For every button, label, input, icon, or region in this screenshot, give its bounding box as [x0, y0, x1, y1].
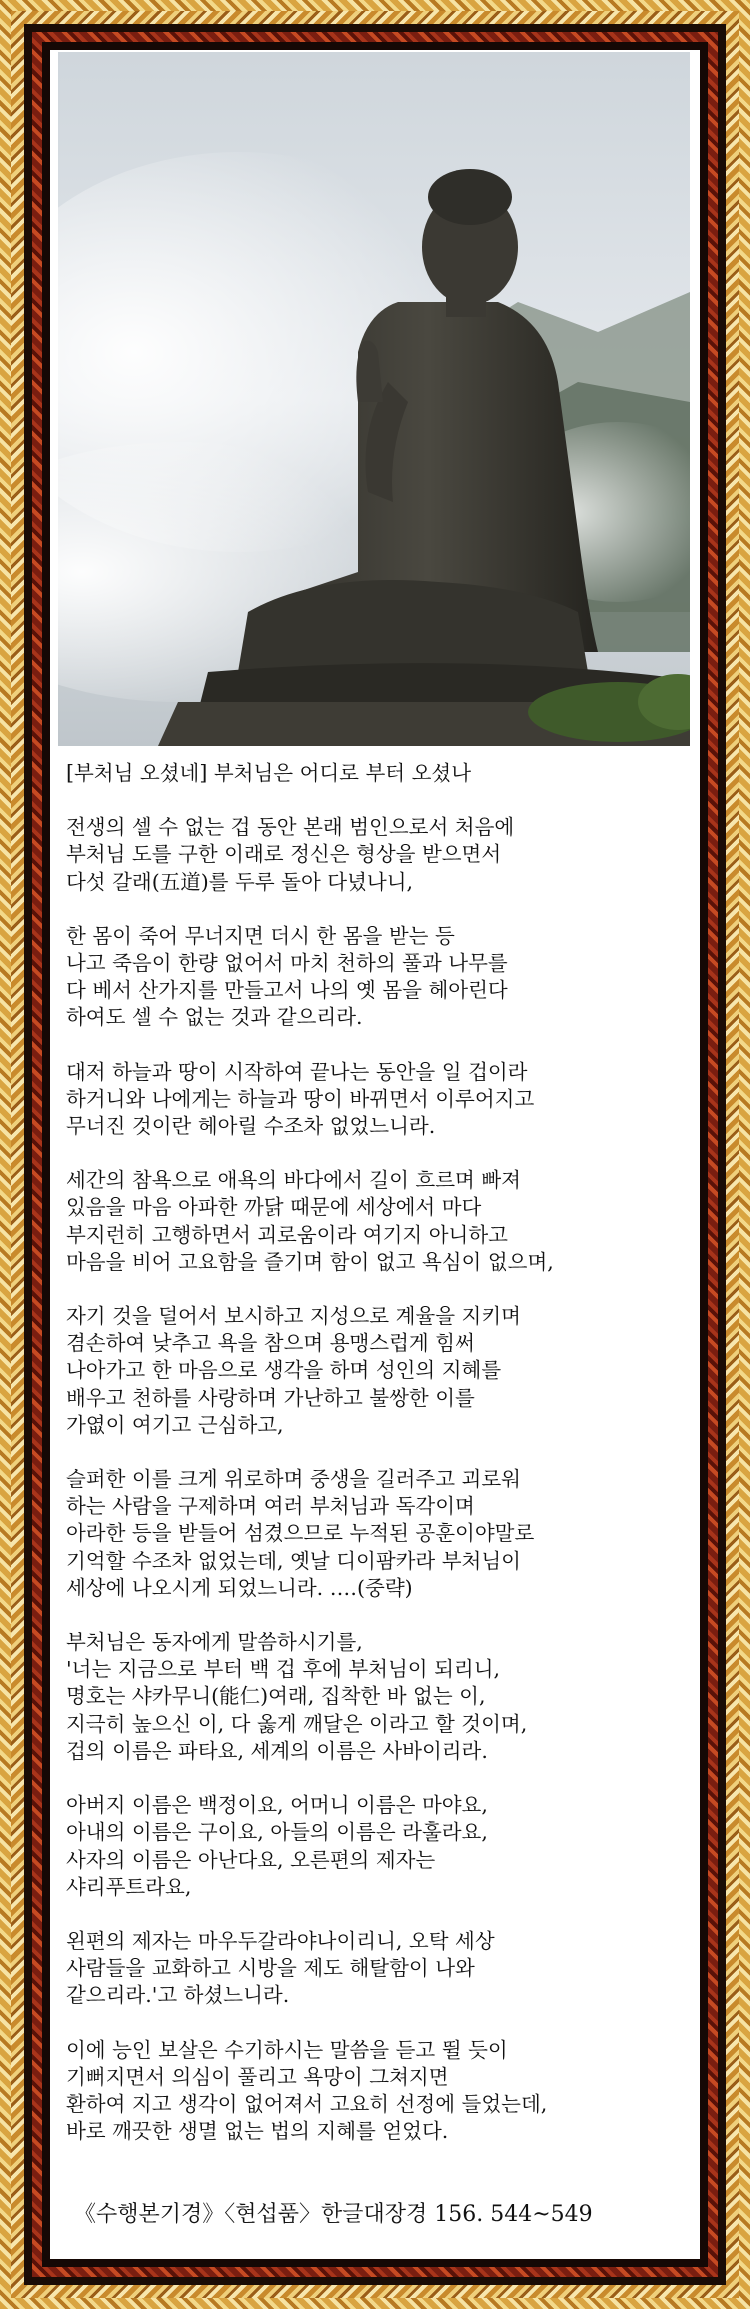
scripture-line: 나고 죽음이 한량 없어서 마치 천하의 풀과 나무를	[66, 951, 508, 976]
scripture-line: 자기 것을 덜어서 보시하고 지성으로 계율을 지키며	[66, 1304, 521, 1329]
scripture-line: 배우고 천하를 사랑하며 가난하고 불쌍한 이를	[66, 1385, 475, 1410]
scripture-paragraph	[66, 1792, 686, 1901]
source-citation: 《수행본기경》〈현섭품〉한글대장경 156. 544~549	[74, 2202, 593, 2227]
scripture-paragraph	[66, 1629, 686, 1765]
scripture-line: 같으리라.'고 하셨느니라.	[66, 1983, 290, 2008]
buddha-statue-photo	[58, 52, 690, 746]
scripture-line: 하거니와 나에게는 하늘과 땅이 바뀌면서 이루어지고	[66, 1086, 535, 1111]
scripture-line: 부처님 도를 구한 이래로 정신은 형상을 받으면서	[66, 842, 502, 867]
scripture-paragraph	[66, 1167, 686, 1276]
scripture-line: 기억할 수조차 없었는데, 옛날 디이팜카라 부처님이	[66, 1548, 521, 1573]
scripture-line: 지극히 높으신 이, 다 옳게 깨달은 이라고 할 것이며,	[66, 1711, 528, 1736]
scripture-line: 다섯 갈래(五道)를 두루 돌아 다녔나니,	[66, 869, 414, 894]
scripture-line: 명호는 샤카무니(能仁)여래, 집착한 바 없는 이,	[66, 1684, 486, 1709]
scripture-line: 기뻐지면서 의심이 풀리고 욕망이 그쳐지면	[66, 2064, 449, 2089]
scripture-line: 마음을 비어 고요함을 즐기며 함이 없고 욕심이 없으며,	[66, 1249, 554, 1274]
scripture-line: 세상에 나오시게 되었느니라. ‥‥(중략)	[66, 1575, 413, 1600]
scripture-paragraph	[66, 814, 686, 896]
scripture-line: 겁의 이름은 파타요, 세계의 이름은 사바이리라.	[66, 1738, 488, 1763]
scripture-paragraph	[66, 2037, 686, 2146]
scripture-line: 아버지 이름은 백정이요, 어머니 이름은 마야요,	[66, 1793, 488, 1818]
scripture-line: 한 몸이 죽어 무너지면 더시 한 몸을 받는 등	[66, 923, 455, 948]
scripture-heading: [부처님 오셨네] 부처님은 어디로 부터 오셨나	[66, 761, 472, 785]
scripture-line: 대저 하늘과 땅이 시작하여 끝나는 동안을 일 겁이라	[66, 1059, 528, 1084]
scripture-line: 전생의 셀 수 없는 겁 동안 본래 범인으로서 처음에	[66, 815, 515, 840]
scripture-paragraph	[66, 1928, 686, 2010]
scripture-line: 왼편의 제자는 마우두갈라야나이리니, 오탁 세상	[66, 1928, 495, 1953]
scripture-line: 무너진 것이란 헤아릴 수조차 없었느니라.	[66, 1114, 436, 1139]
scripture-paragraph	[66, 1303, 686, 1439]
scripture-line: 하여도 셀 수 없는 것과 같으리라.	[66, 1005, 363, 1030]
scripture-line: 아내의 이름은 구이요, 아들의 이름은 라훌라요,	[66, 1820, 488, 1845]
scripture-line: 있음을 마음 아파한 까닭 때문에 세상에서 마다	[66, 1195, 482, 1220]
scripture-line: 아라한 등을 받들어 섬겼으므로 누적된 공훈이야말로	[66, 1521, 535, 1546]
scripture-paragraph	[66, 1059, 686, 1141]
scripture-line: '너는 지금으로 부터 백 겁 후에 부처님이 되리니,	[66, 1657, 501, 1682]
scripture-line: 부지런히 고행하면서 괴로움이라 여기지 아니하고	[66, 1222, 508, 1247]
scripture-line: 사자의 이름은 아난다요, 오른편의 제자는	[66, 1847, 436, 1872]
scripture-line: 샤리푸트라요,	[66, 1874, 192, 1899]
scripture-line: 겸손하여 낮추고 욕을 참으며 용맹스럽게 힘써	[66, 1331, 475, 1356]
scripture-line: 가엾이 여기고 근심하고,	[66, 1412, 284, 1437]
scripture-line: 이에 능인 보살은 수기하시는 말씀을 듣고 뛸 듯이	[66, 2037, 508, 2062]
scripture-line: 하는 사람을 구제하며 여러 부처님과 독각이며	[66, 1494, 475, 1519]
scripture-paragraph	[66, 1466, 686, 1602]
scripture-line: 나아가고 한 마음으로 생각을 하며 성인의 지혜를	[66, 1358, 502, 1383]
scripture-line: 환하여 지고 생각이 없어져서 고요히 선정에 들었는데,	[66, 2091, 548, 2116]
scripture-paragraph	[66, 923, 686, 1032]
scripture-line: 바로 깨끗한 생멸 없는 법의 지혜를 얻었다.	[66, 2119, 449, 2144]
scripture-paragraphs	[66, 814, 686, 2145]
scripture-line: 사람들을 교화하고 시방을 제도 해탈함이 나와	[66, 1956, 475, 1981]
scripture-text	[66, 760, 686, 2172]
scripture-line: 다 베서 산가지를 만들고서 나의 옛 몸을 헤아린다	[66, 978, 508, 1003]
scripture-line: 슬퍼한 이를 크게 위로하며 중생을 길러주고 괴로워	[66, 1467, 521, 1492]
scripture-line: 세간의 참욕으로 애욕의 바다에서 길이 흐르며 빠져	[66, 1168, 521, 1193]
scripture-line: 부처님은 동자에게 말씀하시기를,	[66, 1630, 363, 1655]
